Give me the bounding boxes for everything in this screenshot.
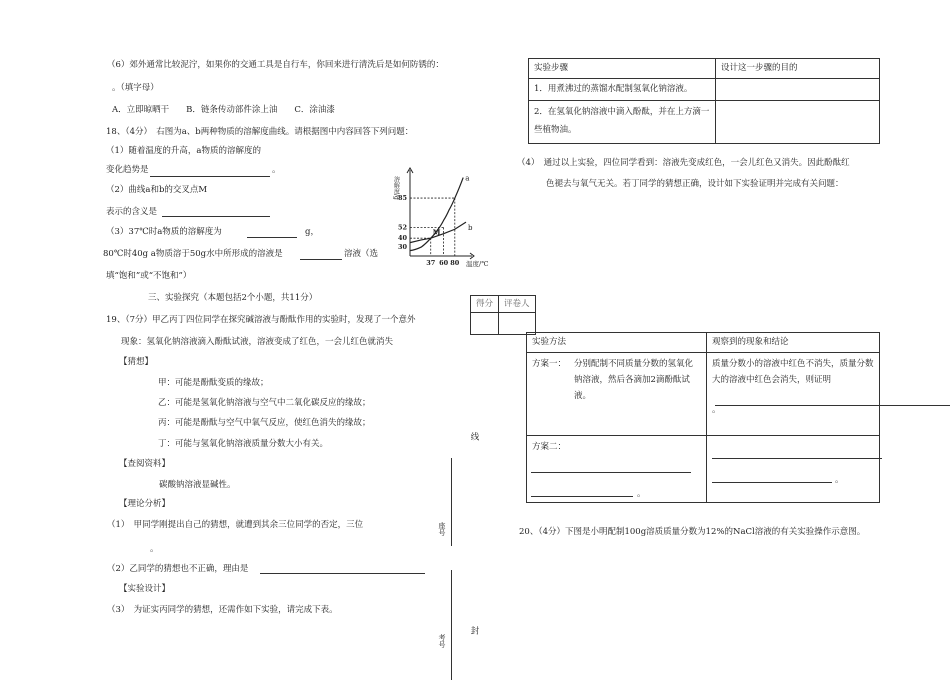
q18-3b: 80℃时40g a物质溶于50g水中所形成的溶液是 (103, 249, 283, 259)
q18-2a: （2）曲线a和b的交叉点M (106, 185, 208, 195)
step-2: 2．在氢氧化钠溶液中滴入酚酞，并在上方滴一些植物油。 (529, 101, 716, 144)
q6-options: A．立即晾晒干 B．链条传动部件涂上油 C．涂油漆 (112, 105, 335, 115)
q18-3c: 填“饱和”或“不饱和”） (106, 271, 192, 281)
theory-2: （2）乙同学的猜想也不正确，理由是 (107, 564, 249, 574)
plan2-cell (527, 435, 707, 502)
guess-title: 【猜想】 (119, 357, 154, 367)
binding-xian: 线 (469, 432, 479, 441)
plan2-result-cell (707, 435, 880, 502)
plan1-result: 质量分数小的溶液中红色不消失，质量分数大的溶液中红色会消失，则证明 (712, 358, 874, 385)
step-1: 1．用煮沸过的蒸馏水配制氢氧化钠溶液。 (529, 78, 716, 100)
answer-line-18-2[interactable] (162, 216, 270, 217)
theory-title: 【理论分析】 (119, 499, 171, 509)
x-axis-label: 温度/℃ (466, 260, 489, 268)
answer-line-18-1[interactable] (150, 176, 270, 177)
q20: 20、（4分）下图是小明配制100g溶质质量分数为12%的NaCl溶液的有关实验操作示意图。 (519, 527, 866, 537)
q18-3a: （3）37℃时a物质的溶解度为 (106, 227, 222, 237)
y-tick-label: 85 (397, 194, 407, 203)
answer-line-18-3b[interactable] (300, 259, 342, 260)
plan1-text: 分别配制不同质量分数的氢氧化钠溶液，然后各滴加2滴酚酞试液。 (574, 358, 694, 402)
q18-1a: （1）随着温度的升高，a物质的溶解度的 (106, 146, 261, 156)
answer-line-plan2d[interactable] (712, 482, 832, 483)
binding-zuohao: 座号 (438, 522, 446, 536)
guess-ding: 丁：可能与氢氧化钠溶液质量分数大小有关。 (158, 439, 329, 449)
solubility-chart (382, 168, 489, 268)
series-label-a: a (465, 174, 470, 183)
q18-2b: 表示的含义是 (106, 207, 158, 217)
experiment-steps-table (528, 58, 880, 144)
reference-title: 【查阅资料】 (119, 459, 171, 469)
theory-1: （1） 甲同学刚提出自己的猜想，就遭到其余三位同学的否定，三位 (107, 520, 364, 530)
series-label-b: b (468, 224, 473, 233)
q18-1b: 变化趋势是 (106, 165, 149, 175)
binding-line-upper (451, 458, 452, 546)
theory-1-end: 。 (150, 544, 159, 554)
purpose-2-cell[interactable] (716, 101, 880, 144)
plan1-result-end: 。 (712, 405, 721, 416)
q18-1b-end: 。 (272, 165, 281, 175)
intersection-label: M (432, 228, 441, 238)
grader-label: 评卷人 (499, 296, 536, 313)
plan2-end: 。 (637, 488, 646, 499)
q19-phenomenon: 现象：氢氧化钠溶液滴入酚酞试液，溶液变成了红色，一会儿红色就消失 (121, 337, 394, 347)
answer-line-plan1[interactable] (715, 405, 950, 406)
y-axis-label: 溶解度/g (392, 176, 400, 200)
q6-line1: （6）郊外通常比较泥泞，如果你的交通工具是自行车，你回来进行清洗后是如何防锈的： (107, 60, 444, 70)
binding-feng: 封 (469, 626, 479, 635)
plan-table (526, 332, 880, 503)
score-label: 得分 (471, 296, 499, 313)
score-box (470, 295, 536, 335)
observation-header: 观察到的现象和结论 (707, 333, 880, 353)
answer-line-18-3a[interactable] (247, 237, 297, 238)
binding-kaohao: 考号 (438, 634, 446, 648)
y-tick-label: 52 (397, 223, 407, 232)
q4-line2: 色褪去与氧气无关。若丁同学的猜想正确，设计如下实验证明并完成有关问题： (546, 179, 844, 189)
series-line-a (410, 178, 463, 251)
q6-line2: 。（填字母） (112, 83, 159, 93)
q18-3b-end: 溶液（选 (344, 249, 379, 259)
answer-line-theory-2[interactable] (260, 573, 425, 574)
guess-jia: 甲：可能是酚酞变质的缘故； (158, 378, 269, 388)
section-3-title: 三、实验探究（本题包括2个小题，共11分） (148, 293, 318, 303)
y-tick-label: 30 (397, 243, 407, 252)
score-cell[interactable] (471, 313, 499, 335)
guess-bing: 丙：可能是酚酞与空气中氧气反应，使红色消失的缘故； (158, 418, 371, 428)
design-title: 【实验设计】 (119, 584, 171, 594)
plan2-result-end: 。 (835, 474, 844, 485)
plan2-label: 方案二： (532, 441, 567, 452)
q19-header: 19、（7分）甲乙丙丁四位同学在探究碱溶液与酚酞作用的实验时，发现了一个意外 (106, 315, 416, 325)
method-header: 实验方法 (527, 333, 707, 353)
x-tick-label: 60 (439, 259, 449, 267)
answer-line-plan2b[interactable] (531, 496, 633, 497)
purpose-header: 设计这一步骤的目的 (716, 59, 880, 79)
plan1-result-cell (707, 352, 880, 435)
reference-text: 碳酸钠溶液显碱性。 (159, 480, 236, 490)
x-tick-label: 80 (450, 259, 460, 267)
purpose-1-cell[interactable] (716, 78, 880, 100)
answer-line-plan2c[interactable] (712, 458, 882, 459)
design-3: （3） 为证实丙同学的猜想，还需作如下实验，请完成下表。 (107, 605, 338, 615)
binding-line-lower (451, 570, 452, 680)
x-tick-label: 37 (426, 259, 436, 267)
steps-header: 实验步骤 (529, 59, 716, 79)
guess-yi: 乙：可能是氢氧化钠溶液与空气中二氧化碳反应的缘故； (158, 398, 371, 408)
plan1-cell (527, 352, 707, 435)
q18-3a-end: g， (305, 227, 319, 237)
answer-line-plan2a[interactable] (531, 472, 691, 473)
plan1-label: 方案一： (532, 358, 567, 369)
q4-line1: （4） 通过以上实验，四位同学看到：溶液先变成红色，一会儿红色又消失。因此酚酞红 (517, 158, 850, 168)
q18-header: 18、（4分） 右图为a、b两种物质的溶解度曲线。请根据图中内容回答下列问题： (106, 127, 414, 137)
y-tick-label: 40 (397, 234, 407, 243)
